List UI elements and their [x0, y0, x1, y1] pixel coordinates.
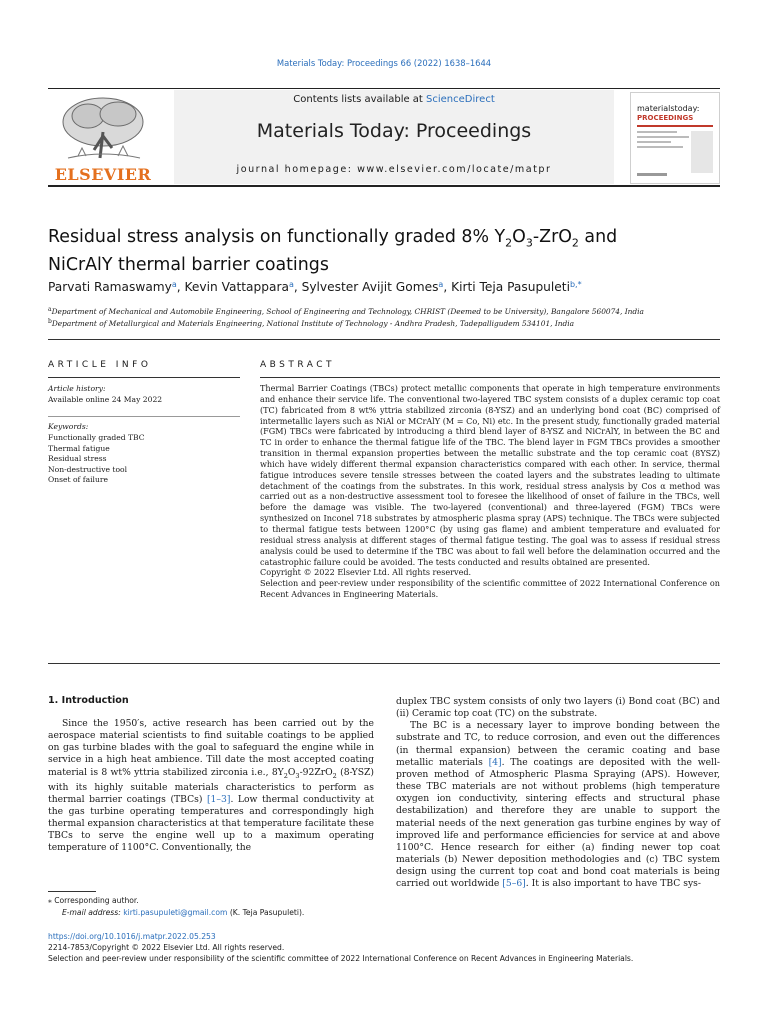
- author-list: [48, 280, 720, 294]
- author-name[interactable]: Kirti Teja Pasupuleti: [451, 280, 570, 294]
- affiliation-text: Department of Metallurgical and Materials Engineering, National Institute of Technology - Andhra Pradesh, Tadepalligudem 534101, India: [51, 319, 575, 328]
- section-heading-introduction: 1. Introduction: [48, 695, 129, 706]
- article-title: [48, 226, 720, 277]
- email-label: E-mail address:: [62, 908, 124, 917]
- citation-link[interactable]: [5–6]: [502, 878, 526, 890]
- cover-image-icon: [631, 93, 719, 183]
- abstract-body: [260, 383, 720, 600]
- body-paragraph: duplex TBC system consists of only two layers (i) Bond coat (BC) and (ii) Ceramic top coat (TC) on the substrate.: [396, 696, 720, 720]
- author-separator: ,: [176, 280, 185, 294]
- body-column-left: [48, 718, 374, 855]
- journal-cover-thumbnail[interactable]: [630, 92, 720, 184]
- header-divider: [48, 339, 720, 340]
- footnote-text: Corresponding author.: [54, 896, 139, 905]
- contents-line: [174, 94, 614, 105]
- keywords-rule: [48, 416, 240, 417]
- title-subscript: 2: [571, 236, 579, 250]
- cover-brand-2: PROCEEDINGS: [637, 114, 694, 122]
- text-run: (8-YSZ) with its highly suitable materials characteristics to perform as thermal barrier coatings (TBCs): [48, 766, 374, 805]
- text-run: . It is also important to have TBC sys-: [525, 878, 701, 890]
- contents-prefix: Contents lists available at: [293, 94, 427, 105]
- keyword-item: Residual stress: [48, 454, 107, 464]
- author-separator: ,: [293, 280, 302, 294]
- title-subscript: 2: [505, 236, 513, 250]
- author-affiliation-mark[interactable]: a: [171, 280, 177, 289]
- footnote-rule: [48, 891, 96, 892]
- email-note: [62, 908, 304, 917]
- article-info-heading: ARTICLE INFO: [48, 360, 152, 370]
- keyword-item: Functionally graded TBC: [48, 433, 145, 442]
- homepage-url[interactable]: www.elsevier.com/locate/matpr: [357, 164, 552, 175]
- affiliation-b: [48, 318, 728, 328]
- keywords-label: Keywords:: [48, 422, 89, 431]
- masthead-bottom-rule: [48, 185, 720, 187]
- cover-brand-1: materialstoday:: [637, 104, 700, 113]
- keyword-item: Non-destructive tool: [48, 464, 128, 474]
- body-paragraph: [396, 720, 720, 890]
- abstract-divider: [48, 663, 720, 664]
- title-part: Residual stress analysis on functionally graded 8% Y: [48, 227, 506, 247]
- abstract-paragraph: Thermal Barrier Coatings (TBCs) protect metallic components that operate in high temperature environments and enhance their service life. The conventional two-layered TBC system consists of a duplex ceramic top coat (TC) fabricated from 8 wt% yttria stabilized zirconia (8-YSZ) and an underlying bond coat (BC) comprised of intermetallic layers such as NiAl or MCrAlY (M = Co, Ni) etc. In the present study, functionally graded material (FGM) TBCs were fabricated by introducing a third blend layer of 8-YSZ and NiCrAlY, in between the BC and TC in order to enhance the thermal fatigue life of the TBC. The blend layer in FGM TBCs provides a smoother transition in thermal expansion properties between the metallic substrate and the top ceramic coat (8YSZ) which have widely different thermal expansion characteristics compared with each other. In service, thermal fatigue introduces severe tensile stresses between the coated layers and the substrates leading to ultimate detachment of the coatings from the substrates. In this work, residual stress analysis by Cos α method was carried out as a non-destructive assessment tool to foresee the likelihood of onset of failure in the TBCs, well before the damage was visible. The two-layered (conventional) and three-layered (FGM) TBCs were synthesized on Inconel 718 substrates by atmospheric plasma spray (APS) technique. The TBCs were subjected to thermal fatigue tests between 1200°C (by using gas flame) and ambient temperature and evaluated for residual stress analysis at different stages of thermal fatigue testing. The goal was to assess if residual stress analysis could be used to determine if the TBC was about to fail well before the delamination occurred and the catastrophic failure could be avoided. The tests conducted and results obtained are presented.: [260, 383, 720, 567]
- author-affiliation-mark[interactable]: a: [288, 280, 294, 289]
- journal-homepage: [174, 164, 614, 175]
- title-subscript: 3: [525, 236, 533, 250]
- journal-citation[interactable]: Materials Today: Proceedings 66 (2022) 1638–1644: [276, 58, 492, 68]
- text-run: O: [287, 766, 296, 778]
- abstract-copyright: Copyright © 2022 Elsevier Ltd. All rights reserved.: [260, 567, 472, 578]
- subscript: 2: [332, 771, 337, 780]
- publisher-wordmark[interactable]: ELSEVIER: [54, 165, 152, 184]
- history-label: Article history:: [48, 384, 106, 393]
- body-column-right: [396, 696, 720, 891]
- text-run: The BC is a necessary layer to improve bonding between the substrate and TC, to reduce corrosion, and even out the differences (in thermal expansion) between the ceramic coating and base metallic materials: [396, 720, 720, 768]
- affiliation-mark: a: [48, 306, 52, 313]
- doi-link[interactable]: https://doi.org/10.1016/j.matpr.2022.05.253: [48, 932, 216, 941]
- abstract-heading: ABSTRACT: [260, 360, 336, 370]
- text-run: . Low thermal conductivity at the gas turbine operating temperatures and correspondingly high thermal expansion characteristics at that temperature facilitate these TBCs to serve the engine well up to a maximum operating temperature of 1100°C. Conventionally, the: [48, 793, 374, 854]
- corresponding-author-note: [48, 896, 139, 905]
- footer-review-note: Selection and peer-review under responsibility of the scientific committee of 2022 International Conference on Recent Advances in Engineering Materials.: [48, 954, 634, 963]
- author-affiliation-mark[interactable]: a: [438, 280, 444, 289]
- keyword-item: Onset of failure: [48, 475, 108, 485]
- text-run: Since the 1950′s, active research has been carried out by the aerospace material scientists to find suitable coatings to be applied on gas turbine blades with the goal to safeguard the engine while in service in a high heat ambience. Till date the most accepted coating material is 8 wt% yttria stabilized zirconia i.e., 8Y: [48, 718, 374, 778]
- email-link[interactable]: kirti.pasupuleti@gmail.com: [123, 908, 228, 917]
- title-part: O: [512, 227, 526, 247]
- abstract-rule: [260, 377, 720, 378]
- citation-link[interactable]: [4]: [488, 756, 502, 768]
- title-line-2: NiCrAlY thermal barrier coatings: [48, 255, 329, 276]
- subscript: 3: [295, 771, 300, 780]
- history-value: Available online 24 May 2022: [48, 395, 163, 404]
- affiliation-text: Department of Mechanical and Automobile Engineering, School of Engineering and Technology, CHRIST (Deemed to be University), Bangalore 560074, India: [51, 307, 644, 316]
- footnote-mark: ⁎: [48, 896, 52, 905]
- body-paragraph: [48, 718, 374, 855]
- affiliation-a: [48, 306, 728, 316]
- author-name[interactable]: Kevin Vattappara: [184, 280, 289, 294]
- keyword-item: Thermal fatigue: [48, 443, 110, 453]
- title-part: and: [578, 227, 618, 247]
- sciencedirect-link[interactable]: ScienceDirect: [426, 94, 495, 105]
- email-owner: (K. Teja Pasupuleti).: [227, 908, 305, 917]
- author-name[interactable]: Parvati Ramaswamy: [48, 280, 172, 294]
- citation-link[interactable]: [1–3]: [206, 793, 231, 805]
- author-separator: ,: [443, 280, 452, 294]
- text-run: . The coatings are deposited with the well-proven method of Atmospheric Plasma Spraying (APS). However, these TBC materials are not without problems (high temperature oxygen ion conductivity, sintering effects and structural phase destabilization) and therefore they are unable to support the material needs of the next generation gas turbine engines by way of improved life and performance efficiencies for service at and above 1100°C. Hence research for either (a) finding newer top coat materials (b) Newer deposition methodologies and (c) TBC system design using the current top coat and bond coat materials is being carried out worldwide: [396, 756, 721, 890]
- masthead-top-rule: [48, 88, 720, 89]
- text-run: -92ZrO: [299, 766, 333, 778]
- issn-copyright: 2214-7853/Copyright © 2022 Elsevier Ltd. All rights reserved.: [48, 943, 285, 952]
- title-part: -ZrO: [532, 227, 572, 247]
- journal-name: Materials Today: Proceedings: [256, 120, 532, 142]
- homepage-prefix: journal homepage:: [236, 164, 358, 175]
- author-name[interactable]: Sylvester Avijit Gomes: [301, 280, 439, 294]
- affiliation-mark: b: [48, 318, 52, 325]
- article-info-rule: [48, 377, 240, 378]
- author-affiliation-mark[interactable]: b,*: [569, 280, 582, 289]
- keyword-list: [48, 433, 145, 486]
- abstract-review-note: Selection and peer-review under responsibility of the scientific committee of 2022 International Conference on Recent Advances in Engineering Materials.: [260, 578, 720, 600]
- subscript: 2: [283, 771, 288, 780]
